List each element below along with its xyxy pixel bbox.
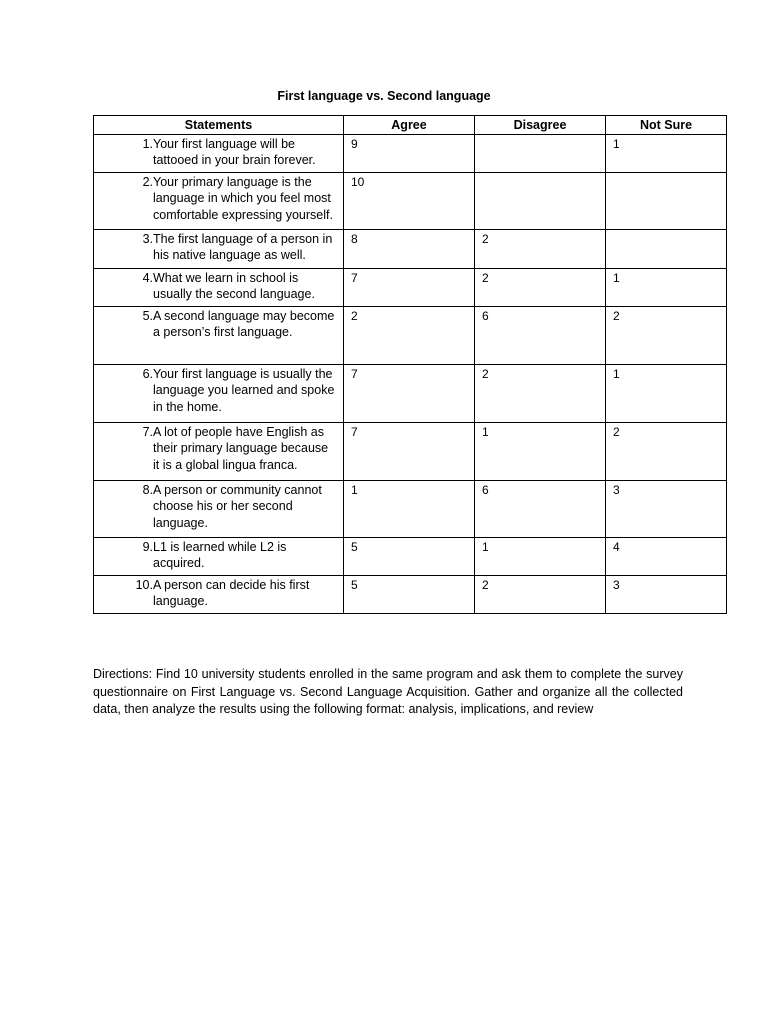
agree-count: 2 [344,307,475,365]
statement-number: 4. [142,271,153,285]
statement-number: 7. [142,425,153,439]
not-sure-count [606,173,727,230]
statement-cell [94,269,344,307]
not-sure-count: 2 [606,423,727,481]
statement-cell [94,538,344,576]
survey-table [93,115,727,614]
document-title: First language vs. Second language [277,89,491,103]
statement-cell [94,230,344,269]
statement-text: A second language may become a person’s first language. [153,309,335,340]
disagree-count: 2 [475,576,606,614]
table-header-row [94,116,727,135]
table-row [94,173,727,230]
not-sure-count: 3 [606,576,727,614]
agree-count: 1 [344,481,475,538]
statement-text: What we learn in school is usually the second language. [153,271,315,302]
statement-text: Your primary language is the language in which you feel most comfortable expressing yourself. [153,175,333,222]
statement-text: A person can decide his first language. [153,578,310,609]
table-row [94,307,727,365]
statement-cell [94,365,344,423]
statement-number: 6. [142,367,153,381]
disagree-count: 2 [475,269,606,307]
not-sure-count: 4 [606,538,727,576]
disagree-count: 1 [475,423,606,481]
statement-number: 2. [142,175,153,189]
agree-count: 10 [344,173,475,230]
statement-text: L1 is learned while L2 is acquired. [153,540,287,571]
statement-cell [94,135,344,173]
table-row [94,423,727,481]
statement-number: 9. [142,540,153,554]
header-disagree: Disagree [475,116,606,135]
statement-text: Your first language is usually the language you learned and spoke in the home. [153,367,335,414]
disagree-count [475,135,606,173]
statement-text: Your first language will be tattooed in your brain forever. [153,137,316,168]
disagree-count: 6 [475,307,606,365]
statement-text: The first language of a person in his native language as well. [153,232,333,263]
disagree-count: 6 [475,481,606,538]
statement-cell [94,481,344,538]
disagree-count: 2 [475,365,606,423]
agree-count: 7 [344,365,475,423]
not-sure-count: 3 [606,481,727,538]
agree-count: 7 [344,423,475,481]
not-sure-count [606,230,727,269]
header-agree: Agree [344,116,475,135]
table-row [94,230,727,269]
statement-cell [94,173,344,230]
agree-count: 8 [344,230,475,269]
agree-count: 5 [344,576,475,614]
statement-text: A lot of people have English as their primary language because it is a global lingua franca. [153,425,329,472]
statement-number: 5. [142,309,153,323]
table-row [94,538,727,576]
table-row [94,269,727,307]
table-row [94,365,727,423]
not-sure-count: 1 [606,269,727,307]
agree-count: 7 [344,269,475,307]
not-sure-count: 1 [606,365,727,423]
statement-text: A person or community cannot choose his or her second language. [153,483,322,530]
agree-count: 9 [344,135,475,173]
statement-number: 10. [135,578,153,592]
statement-number: 1. [142,137,153,151]
statement-cell [94,307,344,365]
table-row [94,481,727,538]
statement-cell [94,576,344,614]
header-not-sure: Not Sure [606,116,727,135]
directions-paragraph: Directions: Find 10 university students enrolled in the same program and ask them to complete the survey questionnaire on First Language vs. Second Language Acquisition. Gather and organize all the collected data, then analyze the results using the following format: analysis, implications, and review [93,667,683,716]
disagree-count: 1 [475,538,606,576]
statement-number: 3. [142,232,153,246]
statement-cell [94,423,344,481]
not-sure-count: 1 [606,135,727,173]
not-sure-count: 2 [606,307,727,365]
header-statements: Statements [94,116,344,135]
agree-count: 5 [344,538,475,576]
disagree-count [475,173,606,230]
disagree-count: 2 [475,230,606,269]
table-row [94,135,727,173]
table-row [94,576,727,614]
statement-number: 8. [142,483,153,497]
